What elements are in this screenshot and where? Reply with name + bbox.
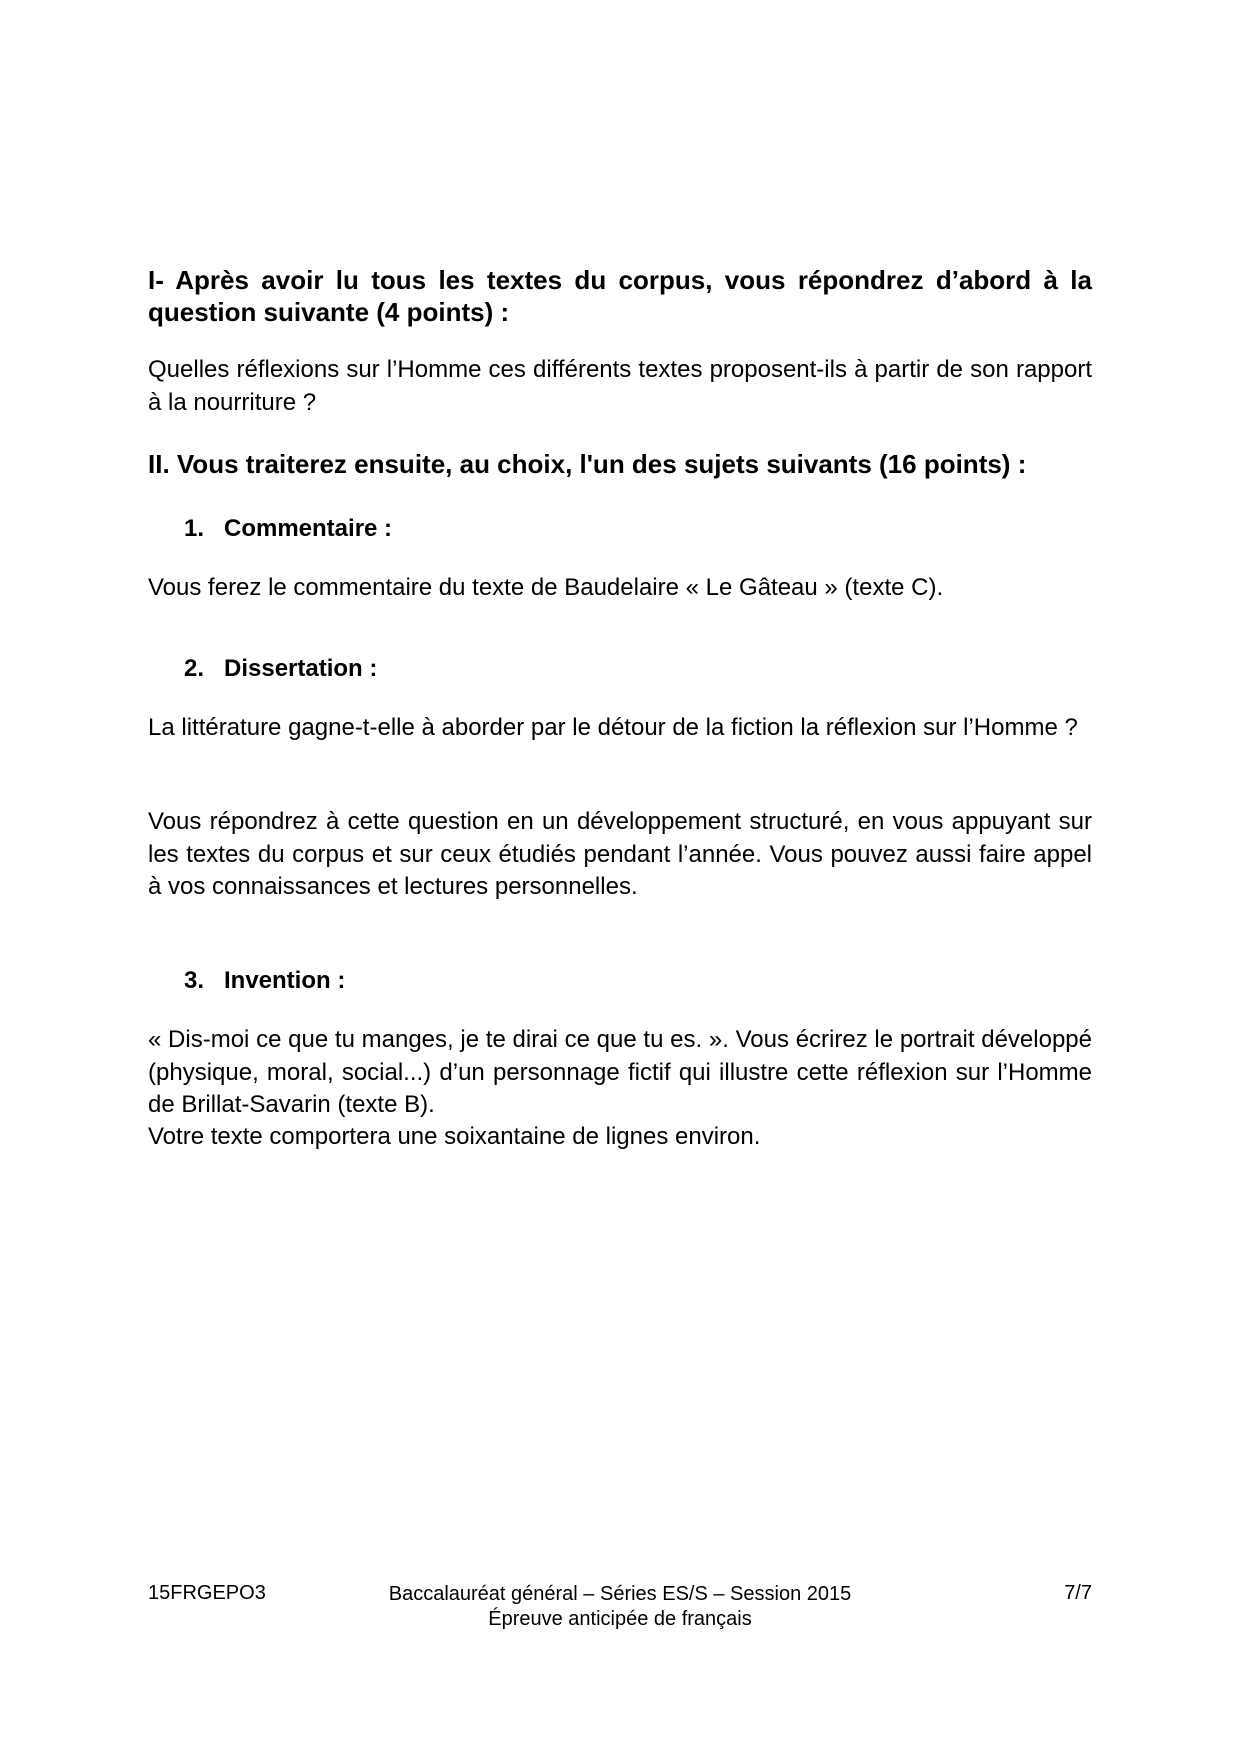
footer-exam-code: 15FRGEPO3 — [148, 1582, 266, 1604]
footer-line-1: Baccalauréat général – Séries ES/S – Session 2015 — [388, 1583, 852, 1605]
footer-line-2: Épreuve anticipée de français — [488, 1608, 752, 1630]
subject-commentaire-title — [184, 514, 392, 544]
subject-dissertation-title — [184, 654, 377, 684]
invention-prompt: « Dis-moi ce que tu manges, je te dirai ce que tu es. ». Vous écrirez le portrait développé (physique, moral, social...) d’un personnage fictif qui illustre cette réflexion sur l’Homme de Brillat-Savarin (texte B). — [148, 1026, 1092, 1118]
subject-title: Invention : — [224, 967, 346, 994]
subject-number: 1. — [184, 515, 205, 542]
dissertation-instructions: Vous répondrez à cette question en un développement structuré, en vous appuyant sur les textes du corpus et sur ceux étudiés pendant l’année. Vous pouvez aussi faire appel à vos connaissances et lectures personnelles. — [148, 808, 1092, 900]
subject-invention-title — [184, 966, 345, 996]
subject-title: Commentaire : — [224, 515, 393, 542]
subject-number: 2. — [184, 655, 205, 682]
dissertation-question: La littérature gagne-t-elle à aborder par le détour de la fiction la réflexion sur l’Homme ? — [148, 714, 1078, 741]
footer-exam-title — [370, 1582, 870, 1632]
part1-question: Quelles réflexions sur l’Homme ces différents textes proposent-ils à partir de son rapport à la nourriture ? — [148, 356, 1092, 416]
subject-number: 3. — [184, 967, 205, 994]
invention-length: Votre texte comportera une soixantaine de lignes environ. — [148, 1123, 761, 1150]
footer-page-number: 7/7 — [1064, 1582, 1092, 1604]
part2-heading: II. Vous traiterez ensuite, au choix, l'un des sujets suivants (16 points) : — [148, 449, 1027, 479]
subject-title: Dissertation : — [224, 655, 378, 682]
part1-heading: I- Après avoir lu tous les textes du corpus, vous répondrez d’abord à la question suivante (4 points) : — [148, 265, 1092, 327]
commentaire-text: Vous ferez le commentaire du texte de Baudelaire « Le Gâteau » (texte C). — [148, 574, 944, 601]
